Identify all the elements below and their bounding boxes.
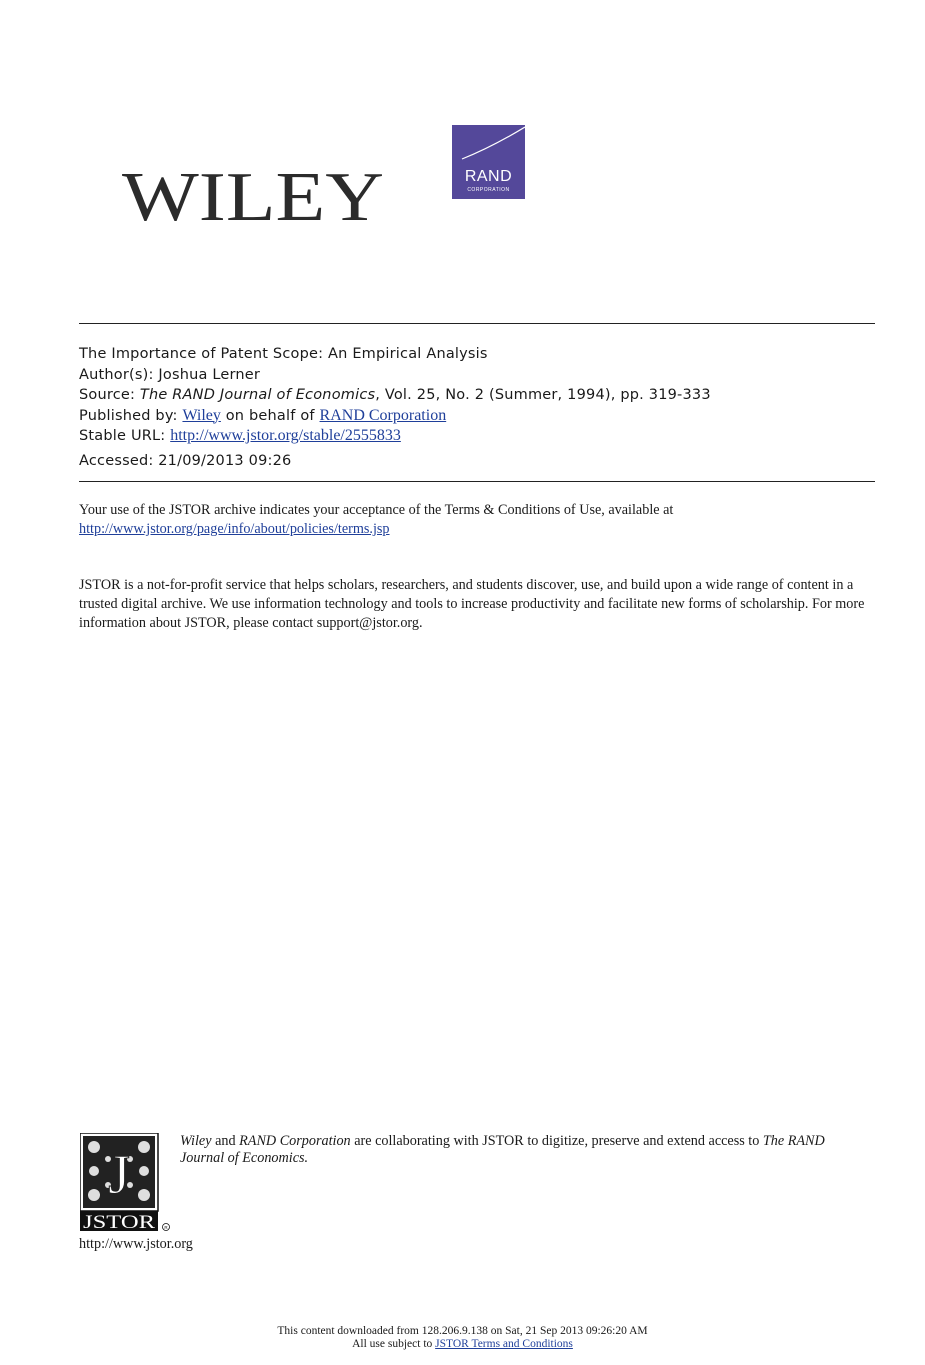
footer-terms-link[interactable]: JSTOR Terms and Conditions	[435, 1338, 573, 1350]
rand-logo-word: RAND	[464, 168, 513, 185]
collab-corporation: RAND Corporation	[239, 1133, 351, 1149]
terms-link[interactable]: http://www.jstor.org/page/info/about/policies/terms.jsp	[79, 521, 390, 537]
stable-url-label: Stable URL:	[79, 428, 166, 444]
published-by-label: Published by:	[79, 407, 178, 424]
author-name: Joshua Lerner	[158, 366, 261, 383]
article-metadata	[79, 344, 879, 471]
source-details: , Vol. 25, No. 2 (Summer, 1994), pp. 319-333	[375, 387, 711, 403]
wiley-logo-text: WILEY	[122, 160, 384, 226]
wiley-logo	[122, 160, 384, 226]
jstor-about-text: JSTOR is a not-for-profit service that helps scholars, researchers, and students discover, use, and build upon a wide range of content in a trusted digital archive. We use information technology and tools to increase productivity and facilitate new forms of scholarship. For more information about JSTOR, please contact support@jstor.org.	[79, 577, 865, 631]
article-publisher-row	[79, 406, 879, 427]
article-stable-url-row	[79, 426, 879, 447]
rand-logo-subtitle: CORPORATION	[467, 187, 510, 193]
svg-text:R: R	[164, 1225, 168, 1230]
collab-middle: are collaborating with JSTOR to digitize, preserve and extend access to	[350, 1133, 763, 1149]
svg-text:J: J	[108, 1144, 130, 1206]
collab-publisher: Wiley	[180, 1133, 212, 1149]
article-author-row	[79, 365, 879, 386]
top-divider	[79, 323, 875, 324]
download-notice-line: This content downloaded from 128.206.9.138 on Sat, 21 Sep 2013 09:26:20 AM	[277, 1325, 648, 1337]
stable-url-link[interactable]: http://www.jstor.org/stable/2555833	[170, 427, 401, 444]
journal-name: The RAND Journal of Economics	[139, 387, 376, 403]
terms-prefix: All use subject to	[352, 1338, 436, 1350]
jstor-about	[79, 576, 879, 633]
collab-journal: The RAND Journal of Economics	[180, 1133, 825, 1166]
jstor-home-url: http://www.jstor.org	[79, 1236, 193, 1252]
on-behalf-of-text: on behalf of	[225, 407, 315, 424]
terms-notice-line	[0, 1338, 925, 1351]
bottom-divider	[79, 481, 875, 482]
collab-end: .	[304, 1149, 309, 1166]
publisher-link-rand[interactable]: RAND Corporation	[319, 406, 447, 424]
collaboration-note	[180, 1133, 870, 1166]
article-title: The Importance of Patent Scope: An Empirical Analysis	[79, 346, 488, 362]
terms-notice	[79, 501, 879, 539]
author-label: Author(s):	[79, 366, 154, 383]
rand-corporation-logo	[452, 125, 525, 199]
article-source-row	[79, 385, 879, 406]
accessed-date: Accessed: 21/09/2013 09:26	[79, 452, 292, 469]
terms-text: Your use of the JSTOR archive indicates your acceptance of the Terms & Conditions of Use, available at	[79, 502, 674, 518]
jstor-logo-text: JSTOR	[83, 1212, 156, 1233]
download-notice	[0, 1325, 925, 1351]
publisher-link-wiley[interactable]: Wiley	[182, 406, 221, 424]
jstor-logo	[80, 1133, 172, 1233]
collab-and: and	[211, 1133, 240, 1149]
source-label: Source:	[79, 387, 136, 403]
